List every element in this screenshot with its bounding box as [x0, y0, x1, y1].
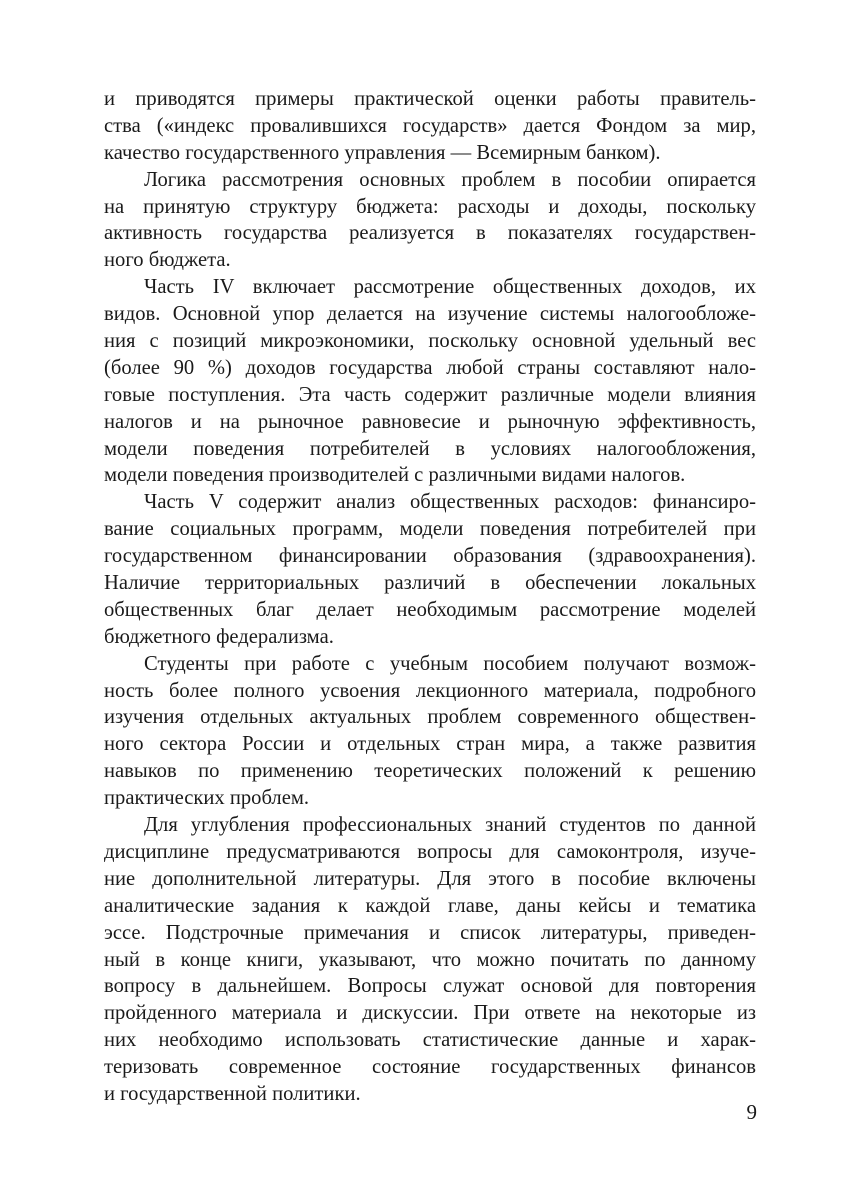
text-line: модели поведения производителей с различными видами налогов. [104, 464, 686, 487]
text-line: Часть IV включает рассмотрение общественных доходов, их [144, 276, 756, 299]
text-line: налогов и на рыночное равновесие и рыночную эффективность, [104, 410, 756, 433]
paragraph [104, 167, 756, 275]
text-line: видов. Основной упор делается на изучение системы налогообложе- [104, 303, 756, 326]
text-line: ного сектора России и отдельных стран мира, а также развития [104, 733, 756, 756]
text-line: дисциплине предусматриваются вопросы для самоконтроля, изуче- [104, 840, 756, 863]
text-line: активность государства реализуется в показателях государствен- [104, 222, 756, 245]
paragraph [104, 489, 756, 650]
paragraph [104, 274, 756, 489]
text-line: изучения отдельных актуальных проблем современного обществен- [104, 706, 756, 729]
text-line: ства («индекс провалившихся государств» дается Фондом за мир, [104, 114, 756, 137]
text-line: практических проблем. [104, 787, 310, 810]
paragraph [104, 812, 756, 1108]
text-line: говые поступления. Эта часть содержит различные модели влияния [104, 383, 756, 406]
text-line: эссе. Подстрочные примечания и список литературы, приведен- [104, 921, 756, 944]
text-line: них необходимо использовать статистические данные и харак- [104, 1029, 756, 1052]
text-line: и государственной политики. [104, 1082, 361, 1105]
text-line: навыков по применению теоретических положений к решению [104, 760, 756, 783]
text-line: Логика рассмотрения основных проблем в пособии опирается [144, 168, 756, 191]
text-line: ный в конце книги, указывают, что можно почитать по данному [104, 948, 756, 971]
text-line: общественных благ делает необходимым рассмотрение моделей [104, 598, 756, 621]
text-line: модели поведения потребителей в условиях налогообложения, [104, 437, 756, 460]
text-line: Для углубления профессиональных знаний студентов по данной [144, 814, 756, 837]
body-text [104, 86, 756, 1108]
text-line: государственном финансировании образования (здравоохранения). [104, 545, 756, 568]
text-line: Наличие территориальных различий в обеспечении локальных [104, 572, 756, 595]
text-line: ного бюджета. [104, 249, 231, 272]
text-line: Часть V содержит анализ общественных расходов: финансиро- [144, 491, 756, 514]
text-line: (более 90 %) доходов государства любой страны составляют нало- [104, 356, 756, 379]
page-number: 9 [746, 1100, 757, 1124]
text-line: на принятую структуру бюджета: расходы и доходы, поскольку [104, 195, 756, 218]
paragraph [104, 651, 756, 812]
text-line: Студенты при работе с учебным пособием получают возмож- [144, 652, 756, 675]
text-line: аналитические задания к каждой главе, даны кейсы и тематика [104, 894, 756, 917]
text-line: ние дополнительной литературы. Для этого в пособие включены [104, 867, 756, 890]
text-line: и приводятся примеры практической оценки работы правитель- [104, 88, 756, 110]
text-line: вопросу в дальнейшем. Вопросы служат основой для повторения [104, 975, 756, 998]
text-line: теризовать современное состояние государственных финансов [104, 1056, 756, 1079]
text-line: ность более полного усвоения лекционного материала, подробного [104, 679, 756, 702]
text-line: качество государственного управления — Всемирным банком). [104, 141, 661, 164]
text-line: ния с позиций микроэкономики, поскольку основной удельный вес [104, 330, 756, 353]
text-line: вание социальных программ, модели поведения потребителей при [104, 518, 756, 541]
text-line: бюджетного федерализма. [104, 625, 334, 648]
text-line: пройденного материала и дискуссии. При ответе на некоторые из [104, 1002, 756, 1025]
paragraph [104, 86, 756, 167]
